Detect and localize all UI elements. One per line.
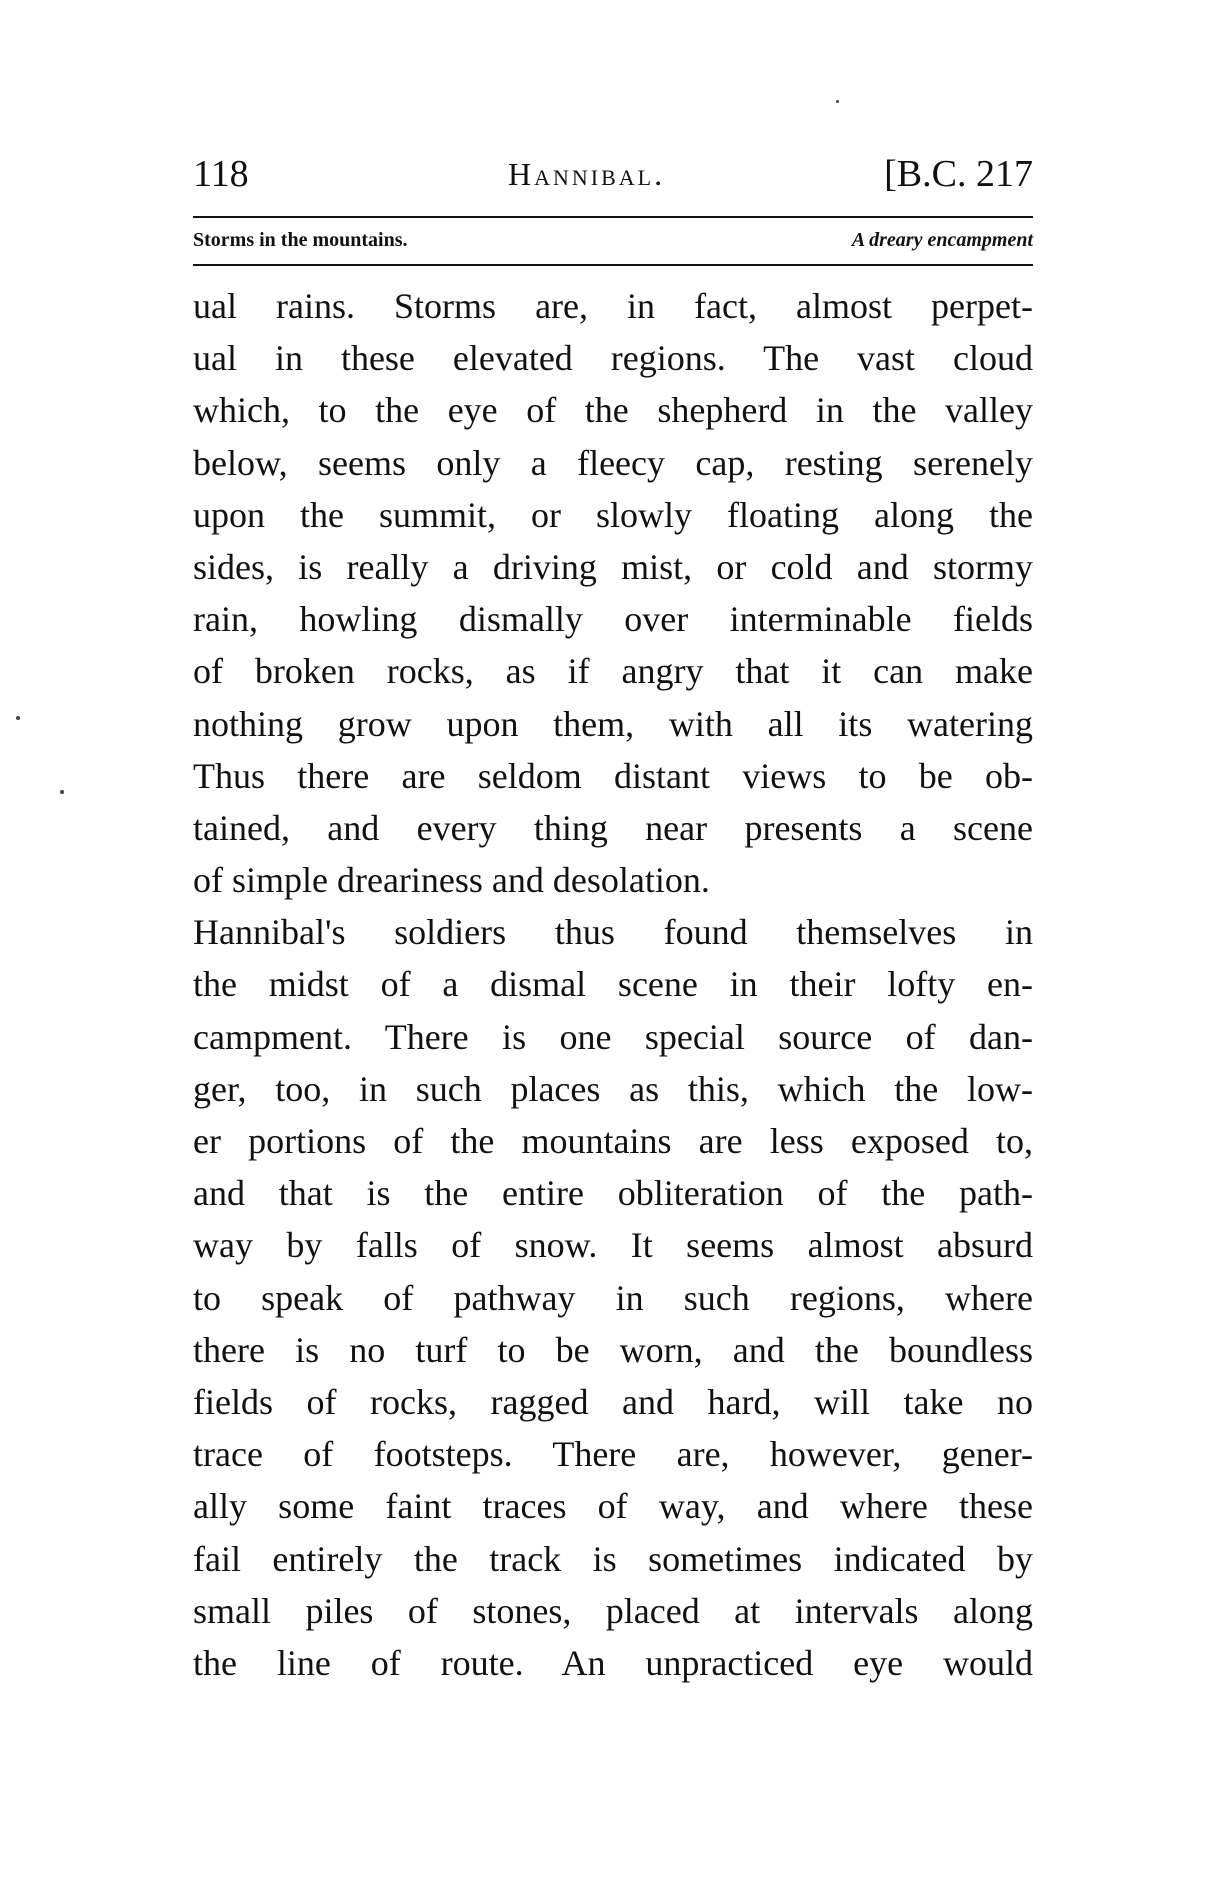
subheader [193,222,1033,258]
text-line: tained, and every thing near presents a scene [193,807,1033,848]
text-line: sides, is really a driving mist, or cold and stormy [193,546,1033,587]
text-line: to speak of pathway in such regions, where [193,1277,1033,1318]
subheader-right: A dreary encampment [851,229,1033,251]
header-rule-top [193,216,1033,218]
text-line: Thus there are seldom distant views to be ob- [193,755,1033,796]
text-line: the line of route. An unpracticed eye would [193,1642,1033,1683]
text-line: ger, too, in such places as this, which the low- [193,1068,1033,1109]
text-line: and that is the entire obliteration of the path- [193,1173,1033,1214]
scan-speck [16,716,20,720]
text-line: of broken rocks, as if angry that it can make [193,651,1033,692]
scan-speck [60,790,64,794]
text-line: ual in these elevated regions. The vast cloud [193,338,1033,379]
text-line: upon the summit, or slowly floating along the [193,494,1033,535]
body-text [193,280,1033,1689]
text-line: er portions of the mountains are less exposed to, [193,1121,1033,1161]
page-number: 118 [193,153,249,195]
text-line: Hannibal's soldiers thus found themselves in [193,912,1033,953]
header-rule-bottom [193,264,1033,266]
text-line: trace of footsteps. There are, however, gener- [193,1434,1033,1475]
text-line: small piles of stones, placed at intervals along [193,1590,1033,1631]
text-line: there is no turf to be worn, and the boundless [193,1329,1033,1370]
text-line: way by falls of snow. It seems almost absurd [193,1225,1033,1266]
text-line: which, to the eye of the shepherd in the valley [193,390,1033,431]
running-title: Hannibal. [508,156,666,192]
text-line: fail entirely the track is sometimes indicated by [193,1538,1033,1579]
scan-speck [836,100,839,103]
text-line: nothing grow upon them, with all its watering [193,703,1033,744]
text-line: ual rains. Storms are, in fact, almost perpet- [193,286,1033,326]
subheader-left: Storms in the mountains. [193,229,408,251]
date-range: [B.C. 217 [884,153,1033,195]
text-line: the midst of a dismal scene in their lofty en- [193,964,1033,1005]
text-line: campment. There is one special source of dan- [193,1016,1033,1057]
text-line: of simple dreariness and desolation. [193,860,710,901]
text-line: fields of rocks, ragged and hard, will take no [193,1381,1033,1422]
page-header [193,148,1033,200]
text-line: ally some faint traces of way, and where these [193,1486,1033,1527]
text-line: rain, howling dismally over interminable fields [193,599,1033,640]
text-line: below, seems only a fleecy cap, resting serenely [193,442,1033,483]
